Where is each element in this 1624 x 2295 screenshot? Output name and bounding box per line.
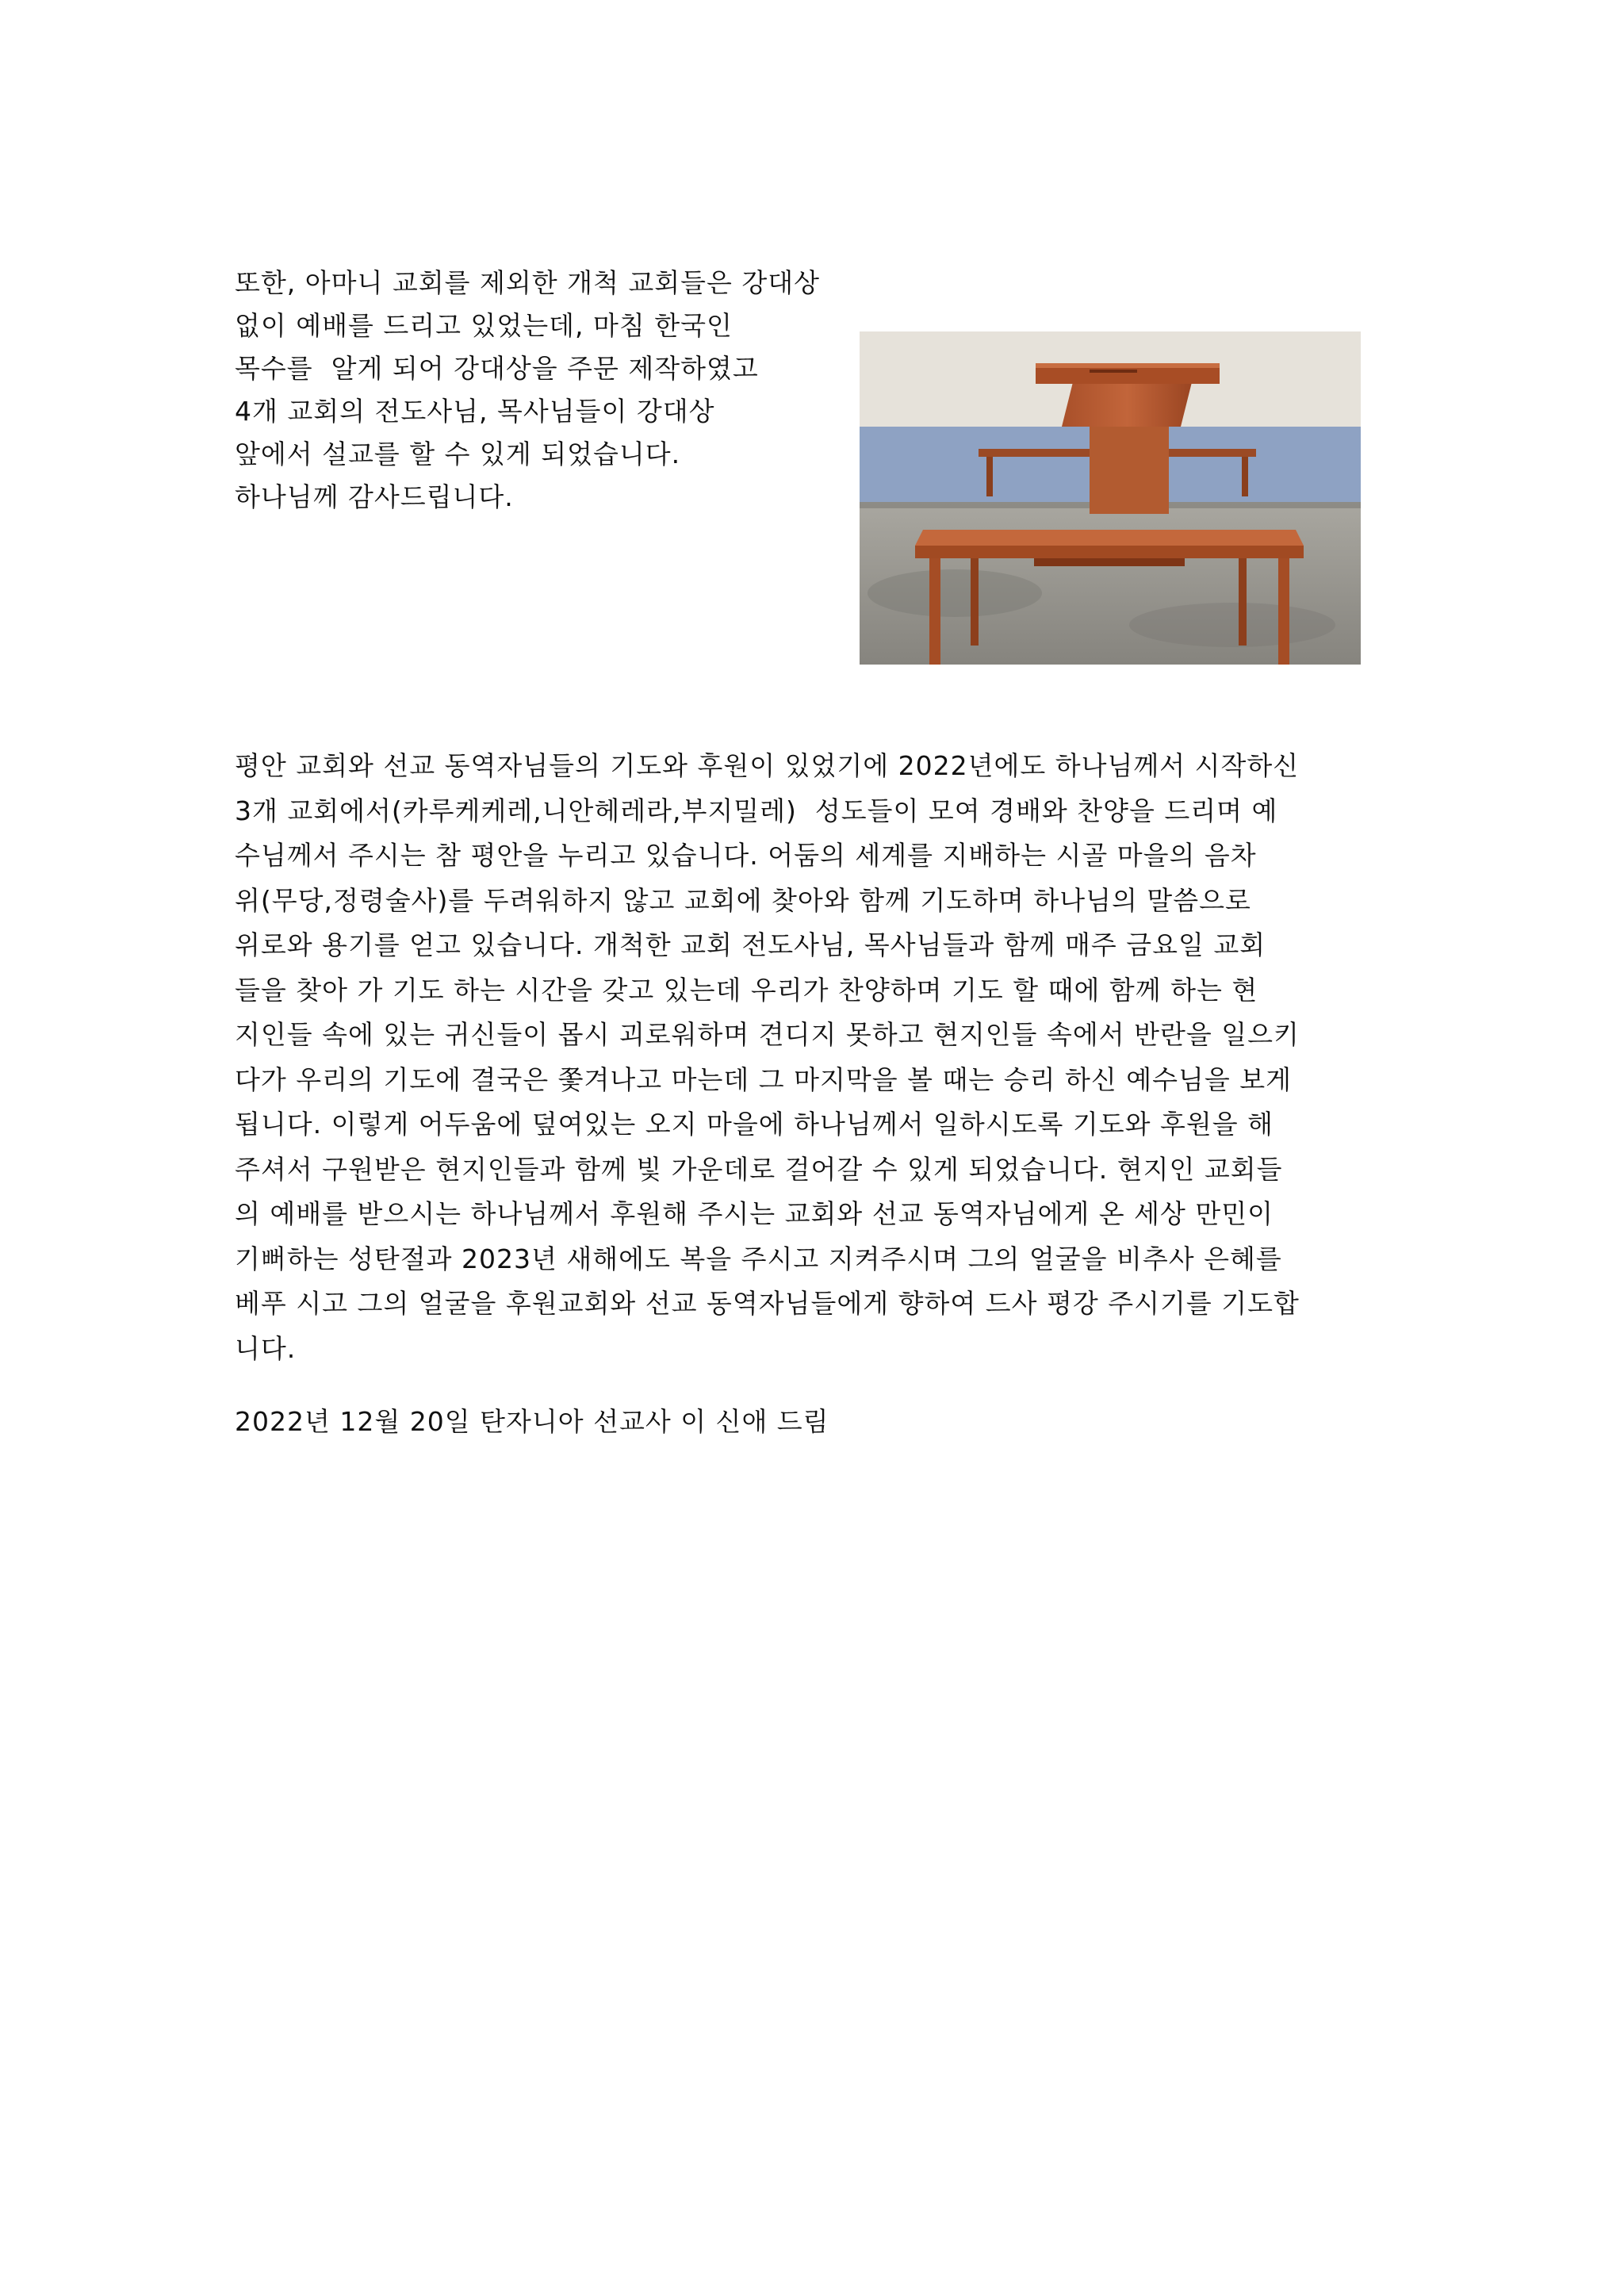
main-paragraph	[235, 744, 1385, 1371]
main-line: 다가 우리의 기도에 결국은 쫓겨나고 마는데 그 마지막을 볼 때는 승리 하신 예수님을 보게	[235, 1063, 1292, 1095]
main-line: 3개 교회에서(카루케케레,니안헤레라,부지밀레) 성도들이 모여 경배와 찬양을 드리며 예	[235, 795, 1278, 826]
pulpit-photo-illustration	[860, 331, 1361, 665]
main-line: 됩니다. 이렇게 어두움에 덮여있는 오지 마을에 하나님께서 일하시도록 기도와 후원을 해	[235, 1109, 1274, 1140]
intro-line: 목수를 알게 되어 강대상을 주문 제작하였고	[235, 353, 759, 384]
main-line: 들을 찾아 가 기도 하는 시간을 갖고 있는데 우리가 찬양하며 기도 할 때에 함께 하는 현	[235, 974, 1258, 1006]
intro-line: 하나님께 감사드립니다.	[235, 481, 514, 512]
main-line: 수님께서 주시는 참 평안을 누리고 있습니다. 어둠의 세계를 지배하는 시골 마을의 음차	[235, 840, 1257, 871]
signature-line: 2022년 12월 20일 탄자니아 선교사 이 신애 드림	[235, 1406, 829, 1437]
main-line: 니다.	[235, 1332, 297, 1364]
intro-line: 앞에서 설교를 할 수 있게 되었습니다.	[235, 439, 681, 469]
main-line: 지인들 속에 있는 귀신들이 몹시 괴로워하며 견디지 못하고 현지인들 속에서 반란을 일으키	[235, 1019, 1300, 1050]
main-line: 베푸 시고 그의 얼굴을 후원교회와 선교 동역자님들에게 향하여 드사 평강 주시기를 기도합	[235, 1288, 1300, 1319]
main-line: 기뻐하는 성탄절과 2023년 새해에도 복을 주시고 지켜주시며 그의 얼굴을 비추사 은혜를	[235, 1243, 1282, 1274]
pulpit-photo	[860, 331, 1361, 665]
main-line: 위(무당,정령술사)를 두려워하지 않고 교회에 찾아와 함께 기도하며 하나님의 말씀으로	[235, 884, 1251, 916]
main-line: 주셔서 구원받은 현지인들과 함께 빛 가운데로 걸어갈 수 있게 되었습니다. 현지인 교회들	[235, 1153, 1283, 1185]
main-line: 평안 교회와 선교 동역자님들의 기도와 후원이 있었기에 2022년에도 하나님께서 시작하신	[235, 750, 1300, 781]
table-top	[915, 530, 1304, 546]
table-leg	[929, 558, 940, 665]
pulpit-back	[1062, 379, 1193, 427]
intro-line: 없이 예배를 드리고 있었는데, 마침 한국인	[235, 310, 733, 341]
intro-paragraph	[235, 262, 869, 519]
intro-line: 4개 교회의 전도사님, 목사님들이 강대상	[235, 396, 715, 427]
table-leg	[1278, 558, 1289, 665]
main-line: 의 예배를 받으시는 하나님께서 후원해 주시는 교회와 선교 동역자님에게 온 세상 만민이	[235, 1198, 1274, 1229]
intro-line: 또한, 아마니 교회를 제외한 개척 교회들은 강대상	[235, 267, 820, 298]
main-line: 위로와 용기를 얻고 있습니다. 개척한 교회 전도사님, 목사님들과 함께 매주 금요일 교회	[235, 929, 1266, 960]
